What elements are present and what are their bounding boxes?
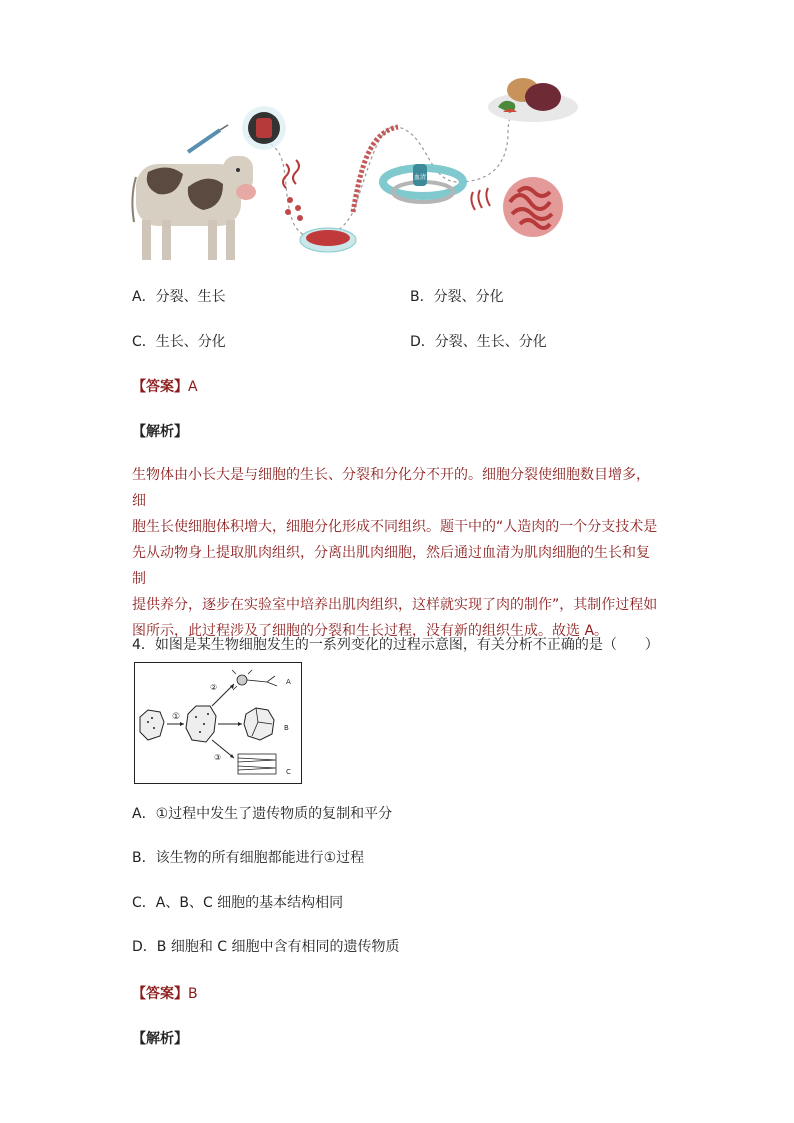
label-a: A [286,678,291,686]
analysis-text [132,462,662,644]
answer-value: A [188,379,198,395]
q4-answer-row [132,983,198,1003]
option-c: C．生长、分化 [132,334,226,350]
option-a: A．分裂、生长 [132,289,226,305]
analysis-line: 图所示，此过程涉及了细胞的分裂和生长过程，没有新的组织生成。故选 A。 [132,623,609,639]
label-c: C [286,768,291,776]
analysis-line: 先从动物身上提取肌肉组织，分离出肌肉细胞，然后通过血清为肌肉细胞的生长和复制 [132,545,650,587]
cultured-meat-figure [128,72,578,264]
option-b: B．分裂、分化 [410,289,504,305]
serum-label: 血清 [413,174,427,181]
step-1-label: ① [172,712,181,722]
cell-change-figure [134,662,302,784]
answer-row [132,376,198,396]
step-3-label: ③ [214,753,222,762]
step-2-label: ② [210,683,218,692]
q4-analysis-label: 【解析】 [132,1031,188,1047]
q4-answer-label: 【答案】 [132,986,188,1002]
burger-plate-icon [488,78,578,122]
cow-icon [132,156,256,260]
q4-option-c: C．A、B、C 细胞的基本结构相同 [132,895,344,911]
analysis-line: 提供养分，逐步在实验室中培养出肌肉组织，这样就实现了肉的制作”，其制作过程如 [132,597,658,613]
answer-label: 【答案】 [132,379,188,395]
analysis-line: 生物体由小长大是与细胞的生长、分裂和分化分不开的。细胞分裂使细胞数目增多，细 [132,467,650,509]
meat-tissue-icon [503,177,563,237]
syringe-icon [188,125,228,152]
muscle-fibers-icon [238,754,276,774]
q4-answer-value: B [188,986,198,1002]
q4-option-b: B．该生物的所有细胞都能进行①过程 [132,850,365,866]
petri-dish-icon [300,228,356,252]
analysis-label: 【解析】 [132,424,188,440]
q4-option-a: A．①过程中发生了遗传物质的复制和平分 [132,806,393,822]
analysis-line: 胞生长使细胞体积增大，细胞分化形成不同组织。题干中的“人造肉的一个分支技术是 [132,519,658,535]
question-4-stem: 4．如图是某生物细胞发生的一系列变化的过程示意图，有关分析不正确的是（ ） [132,637,659,653]
q4-option-d: D．B 细胞和 C 细胞中含有相同的遗传物质 [132,939,400,955]
option-d: D．分裂、生长、分化 [410,334,547,350]
epithelial-cells-icon [244,708,274,740]
label-b: B [284,724,289,732]
